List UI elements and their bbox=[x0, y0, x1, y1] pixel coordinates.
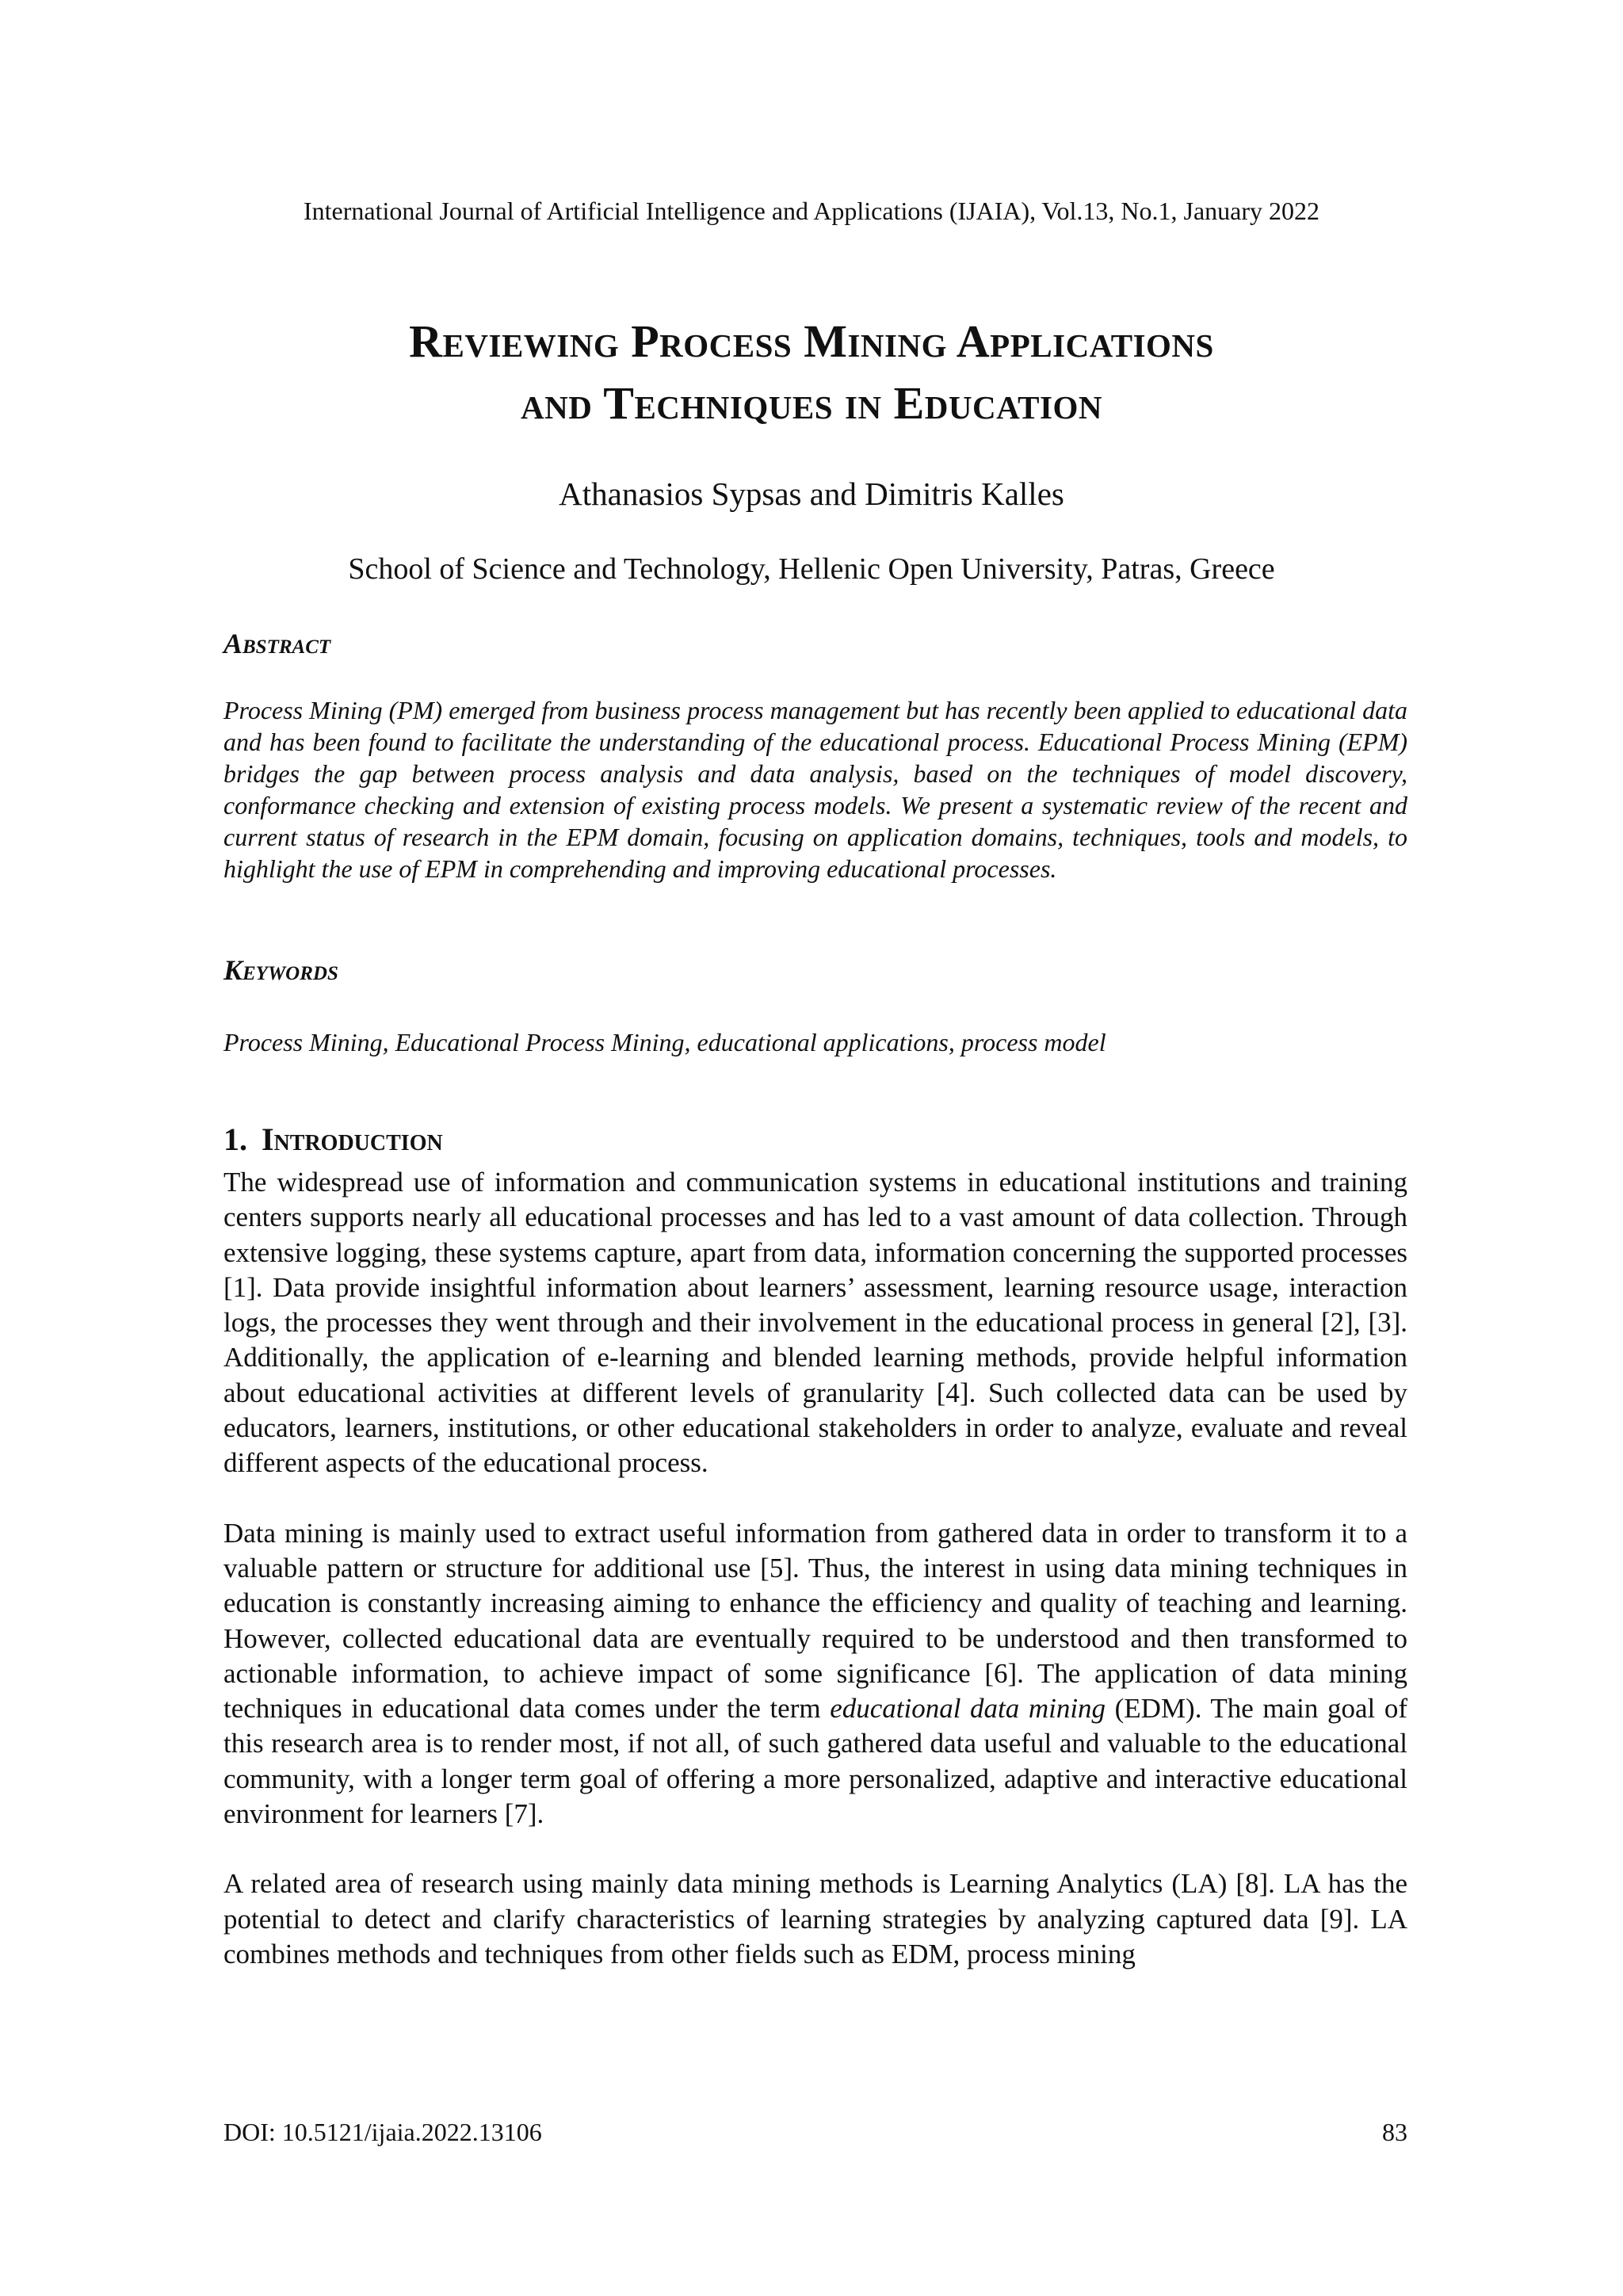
paper-title-line-2: and Techniques in Education bbox=[521, 377, 1102, 429]
running-header: International Journal of Artificial Intelligence and Applications (IJAIA), Vol.13, No.1, January 2022 bbox=[303, 197, 1320, 225]
paragraph-2-part-1: Data mining is mainly used to extract useful information from gathered data in order to transform it to a valuable pattern or structure for additional use [5]. Thus, the interest in using data mining techniques in education is constantly increasing aiming to enhance the efficiency and quality of teaching and learning. However, collected educational data are eventually required to be understood and then transformed to actionable information, to achieve impact of some significance [6]. The application of data mining techniques in educational data comes under the term bbox=[223, 1517, 1407, 1725]
abstract-text: Process Mining (PM) emerged from business process management but has recently been applied to educational data and has been found to facilitate the understanding of the educational process. Educational Process Mining (EPM) bridges the gap between process analysis and data analysis, based on the techniques of model discovery, conformance checking and extension of existing process models. We present a systematic review of the recent and current status of research in the EPM domain, focusing on application domains, techniques, tools and models, to highlight the use of EPM in comprehending and improving educational processes. bbox=[223, 696, 1407, 883]
authors: Athanasios Sypsas and Dimitris Kalles bbox=[559, 476, 1064, 512]
keywords-heading: Keywords bbox=[223, 954, 338, 986]
section-title: Introduction bbox=[262, 1121, 443, 1158]
doi: DOI: 10.5121/ijaia.2022.13106 bbox=[223, 2118, 542, 2146]
paragraph-1: The widespread use of information and communication systems in educational institutions and training centers supports nearly all educational processes and has led to a vast amount of data collection. Through extensive logging, these systems capture, apart from data, information concerning the supported processes [1]. Data provide insightful information about learners’ assessment, learning resource usage, interaction logs, the processes they went through and their involvement in the educational process in general [2], [3]. Additionally, the application of e-learning and blended learning methods, provide helpful information about educational activities at different levels of granularity [4]. Such collected data can be used by educators, learners, institutions, or other educational stakeholders in order to analyze, evaluate and reveal different aspects of the educational process. bbox=[223, 1167, 1407, 1479]
paper-title bbox=[0, 311, 1623, 434]
page-number: 83 bbox=[1382, 2118, 1407, 2146]
section-number: 1. bbox=[223, 1121, 247, 1158]
affiliation: School of Science and Technology, Hellenic Open University, Patras, Greece bbox=[348, 552, 1275, 586]
abstract-heading: Abstract bbox=[223, 628, 331, 659]
introduction-body bbox=[223, 1165, 1407, 2007]
paper-title-line-1: Reviewing Process Mining Applications bbox=[409, 315, 1214, 367]
paragraph-2-term: educational data mining bbox=[830, 1693, 1106, 1725]
paragraph-2-part-2: (EDM). The main goal of this research area is to render most, if not all, of such gathered data useful and valuable to the educational community, with a longer term goal of offering a more personalized, adaptive and interactive educational environment for learners [7]. bbox=[223, 1693, 1407, 1830]
paragraph-2 bbox=[223, 1516, 1407, 1832]
paragraph-3: A related area of research using mainly data mining methods is Learning Analytics (LA) [8]. LA has the potential to detect and clarify characteristics of learning strategies by analyzing captured data [9]. LA combines methods and techniques from other fields such as EDM, process mining bbox=[223, 1868, 1407, 1969]
introduction-heading bbox=[223, 1120, 1407, 1159]
keywords-text: Process Mining, Educational Process Mining, educational applications, process model bbox=[223, 1028, 1106, 1056]
